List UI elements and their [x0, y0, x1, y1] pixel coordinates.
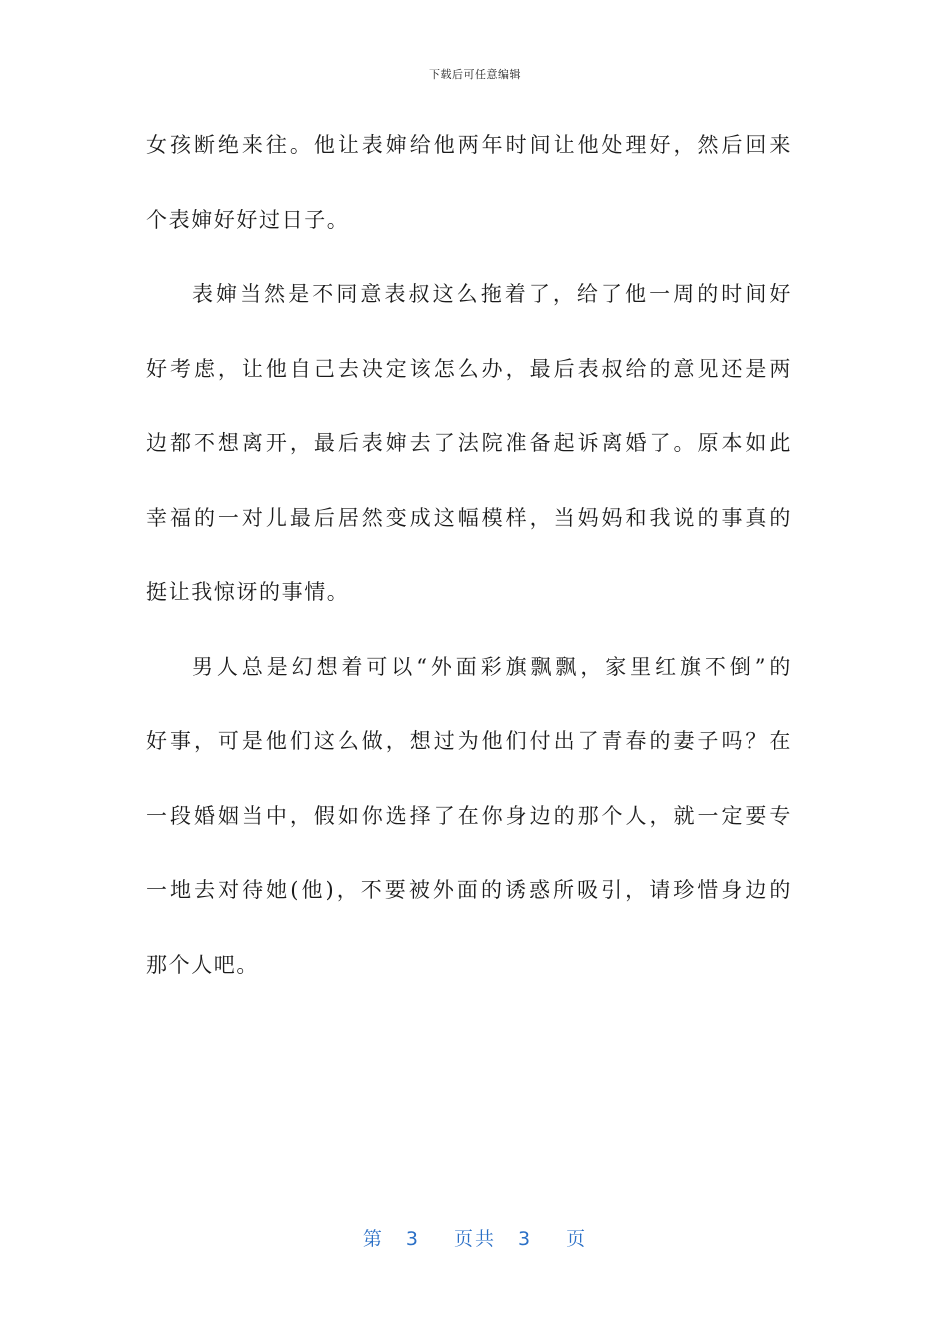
text-line: 一地去对待她(他)，不要被外面的诱惑所吸引，请珍惜身边的 [146, 878, 792, 902]
text-line: 幸福的一对儿最后居然变成这幅模样，当妈妈和我说的事真的 [146, 505, 792, 530]
text-line: 个表婶好好过日子。 [146, 207, 350, 232]
footer-suffix: 页 [566, 1228, 588, 1250]
header-note: 下载后可任意编辑 [429, 68, 521, 81]
footer-middle: 页共 [453, 1228, 496, 1250]
text-line: 一段婚姻当中，假如你选择了在你身边的那个人，就一定要专 [146, 803, 792, 828]
text-line: 边都不想离开，最后表婶去了法院准备起诉离婚了。原本如此 [146, 431, 792, 455]
document-body [146, 108, 792, 1002]
total-pages-number: 3 [518, 1228, 533, 1250]
text-line: 表婶当然是不同意表叔这么拖着了，给了他一周的时间好 [192, 282, 792, 306]
text-line: 挺让我惊讶的事情。 [146, 580, 350, 604]
text-line: 好考虑，让他自己去决定该怎么办，最后表叔给的意见还是两 [146, 356, 792, 381]
text-line: 男人总是幻想着可以“外面彩旗飘飘，家里红旗不倒”的 [192, 654, 792, 679]
text-line: 女孩断绝来往。他让表婶给他两年时间让他处理好，然后回来 [146, 133, 792, 157]
text-line: 好事，可是他们这么做，想过为他们付出了青春的妻子吗？在 [146, 729, 792, 753]
footer-prefix: 第 [362, 1228, 384, 1250]
page-number-footer [0, 1224, 950, 1251]
text-line: 那个人吧。 [146, 952, 259, 977]
current-page-number: 3 [405, 1228, 420, 1250]
